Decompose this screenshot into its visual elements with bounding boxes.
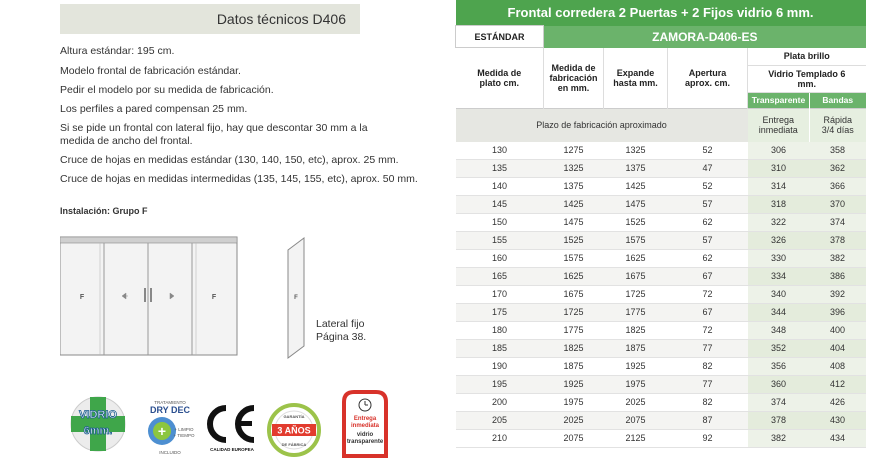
warranty-top: GARANTÍA (283, 414, 305, 419)
warranty-badge-icon (266, 402, 322, 458)
drydec-sub1: + LIMPIO (174, 427, 194, 432)
price-table-panel (455, 0, 881, 460)
section-title: Datos técnicos D406 (216, 11, 346, 27)
glass-logo-bottom: 6mm. (83, 425, 113, 437)
table-cell: 170 (456, 285, 544, 303)
table-cell: 322 (748, 213, 810, 231)
table-cell: 1275 (544, 142, 604, 160)
table-cell: 1475 (604, 195, 668, 213)
table-cell: 408 (810, 357, 866, 375)
spec-line: Los perfiles a pared compensan 25 mm. (60, 103, 248, 115)
table-cell: 2025 (604, 393, 668, 411)
lateral-note (316, 318, 366, 344)
spec-line: medida de ancho del frontal. (60, 135, 193, 147)
table-cell: 1925 (544, 375, 604, 393)
table-cell: 318 (748, 195, 810, 213)
table-row (456, 375, 866, 393)
table-cell: 1575 (604, 231, 668, 249)
table-cell: 1525 (604, 213, 668, 231)
table-cell: 356 (748, 357, 810, 375)
table-cell: 77 (668, 339, 748, 357)
technical-data-panel (0, 0, 440, 460)
table-cell: 57 (668, 231, 748, 249)
table-cell: 330 (748, 249, 810, 267)
col-header-apertura: Apertura aprox. cm. (668, 48, 748, 109)
table-row (456, 159, 866, 177)
table-cell: 1525 (544, 231, 604, 249)
table-cell: 2075 (544, 429, 604, 447)
table-cell: 82 (668, 357, 748, 375)
table-cell: 370 (810, 195, 866, 213)
spec-line: Cruce de hojas en medidas intermedidas (135, 145, 155, etc), aprox. 50 mm. (60, 173, 418, 185)
table-cell: 190 (456, 357, 544, 375)
ce-label: CALIDAD EUROPEA (210, 447, 254, 452)
table-cell: 1675 (604, 267, 668, 285)
table-cell: 2125 (604, 429, 668, 447)
col-header-plato: Medida de plato cm. (456, 48, 544, 109)
table-cell: 205 (456, 411, 544, 429)
table-cell: 210 (456, 429, 544, 447)
col-header-expande: Expande hasta mm. (604, 48, 668, 109)
spec-line: Modelo frontal de fabricación estándar. (60, 65, 241, 77)
table-cell: 404 (810, 339, 866, 357)
table-cell: 434 (810, 429, 866, 447)
col-header-fabricacion: Medida de fabricación en mm. (544, 48, 604, 109)
table-cell: 62 (668, 249, 748, 267)
dry-dec-icon (142, 398, 198, 458)
table-cell: 310 (748, 159, 810, 177)
lead-time-bands: Rápida 3/4 días (810, 108, 866, 142)
table-cell: 344 (748, 303, 810, 321)
table-cell: 92 (668, 429, 748, 447)
glass-header: Vidrio Templado 6 mm. (748, 65, 866, 92)
table-row (456, 231, 866, 249)
table-cell: 52 (668, 142, 748, 160)
warranty-main: 3 AÑOS (277, 425, 311, 436)
table-cell: 1725 (604, 285, 668, 303)
table-cell: 185 (456, 339, 544, 357)
lateral-note-line2: Página 38. (316, 331, 367, 343)
table-cell: 378 (748, 411, 810, 429)
immediate-delivery-icon (336, 388, 394, 458)
drydec-sub2: + TIEMPO (173, 433, 195, 438)
table-cell: 200 (456, 393, 544, 411)
table-cell: 400 (810, 321, 866, 339)
table-cell: 180 (456, 321, 544, 339)
bands-header: Bandas (810, 92, 866, 108)
table-row (456, 142, 866, 160)
model-code: ZAMORA-D406-ES (544, 26, 866, 48)
spec-line: Cruce de hojas en medidas estándar (130, 140, 150, etc), aprox. 25 mm. (60, 154, 399, 166)
table-cell: 374 (810, 213, 866, 231)
table-cell: 145 (456, 195, 544, 213)
table-cell: 1675 (544, 285, 604, 303)
table-cell: 1625 (544, 267, 604, 285)
table-cell: 374 (748, 393, 810, 411)
table-cell: 326 (748, 231, 810, 249)
table-row (456, 429, 866, 447)
table-cell: 1875 (544, 357, 604, 375)
table-cell: 334 (748, 267, 810, 285)
warranty-bottom: DE FÁBRICA (281, 442, 307, 447)
table-row (456, 321, 866, 339)
standard-label: ESTÁNDAR (456, 26, 544, 48)
table-cell: 175 (456, 303, 544, 321)
table-cell: 360 (748, 375, 810, 393)
table-cell: 57 (668, 195, 748, 213)
table-cell: 430 (810, 411, 866, 429)
table-cell: 1775 (544, 321, 604, 339)
table-cell: 1725 (544, 303, 604, 321)
table-row (456, 177, 866, 195)
table-cell: 195 (456, 375, 544, 393)
table-cell: 1875 (604, 339, 668, 357)
table-cell: 1625 (604, 249, 668, 267)
table-cell: 352 (748, 339, 810, 357)
table-cell: 386 (810, 267, 866, 285)
svg-text:+: + (157, 423, 167, 439)
table-cell: 67 (668, 303, 748, 321)
table-cell: 1325 (604, 142, 668, 160)
table-cell: 426 (810, 393, 866, 411)
table-cell: 67 (668, 267, 748, 285)
delivery-1: Entrega (353, 416, 377, 422)
side-panel-drawing (286, 236, 306, 360)
table-cell: 306 (748, 142, 810, 160)
table-cell: 160 (456, 249, 544, 267)
spec-line: Si se pide un frontal con lateral fijo, hay que descontar 30 mm a la (60, 122, 368, 134)
delivery-2: inmediata (350, 423, 380, 429)
finish-header: Plata brillo (748, 48, 866, 66)
table-row (456, 249, 866, 267)
drydec-bottom: INCLUIDO (159, 450, 181, 455)
table-cell: 72 (668, 285, 748, 303)
table-body (456, 142, 866, 448)
spec-line: Pedir el modelo por su medida de fabricación. (60, 84, 274, 96)
table-row (456, 267, 866, 285)
drydec-top: TRATAMIENTO (154, 400, 186, 405)
table-row (456, 303, 866, 321)
table-cell: 1975 (544, 393, 604, 411)
table-cell: 2075 (604, 411, 668, 429)
delivery-3: vidrio (356, 432, 374, 438)
table-cell: 340 (748, 285, 810, 303)
svg-text:F: F (294, 295, 298, 301)
ce-mark-icon (204, 402, 260, 454)
table-title: Frontal corredera 2 Puertas + 2 Fijos vidrio 6 mm. (456, 0, 866, 26)
table-cell: 72 (668, 321, 748, 339)
transparent-header: Transparente (748, 92, 810, 108)
table-cell: 47 (668, 159, 748, 177)
price-table (455, 0, 866, 448)
table-cell: 155 (456, 231, 544, 249)
table-cell: 140 (456, 177, 544, 195)
table-row (456, 339, 866, 357)
installation-group: Instalación: Grupo F (60, 206, 148, 216)
table-cell: 382 (748, 429, 810, 447)
table-cell: 314 (748, 177, 810, 195)
table-cell: 382 (810, 249, 866, 267)
table-cell: 150 (456, 213, 544, 231)
drydec-main: DRY DEC (149, 405, 191, 415)
spec-line: Altura estándar: 195 cm. (60, 45, 175, 57)
table-cell: 82 (668, 393, 748, 411)
table-cell: 1325 (544, 159, 604, 177)
table-row (456, 195, 866, 213)
table-cell: 1825 (544, 339, 604, 357)
glass-logo-top: VIDRIO (79, 409, 117, 421)
table-row (456, 285, 866, 303)
table-row (456, 213, 866, 231)
table-cell: 1925 (604, 357, 668, 375)
table-row (456, 411, 866, 429)
table-cell: 358 (810, 142, 866, 160)
table-cell: 378 (810, 231, 866, 249)
table-cell: 412 (810, 375, 866, 393)
table-cell: 1425 (604, 177, 668, 195)
table-cell: 77 (668, 375, 748, 393)
table-cell: 1775 (604, 303, 668, 321)
front-view-drawing (60, 236, 238, 356)
table-cell: 130 (456, 142, 544, 160)
lateral-note-line1: Lateral fijo (316, 318, 365, 330)
table-cell: 1475 (544, 213, 604, 231)
table-cell: 2025 (544, 411, 604, 429)
table-cell: 396 (810, 303, 866, 321)
table-cell: 1375 (604, 159, 668, 177)
glass-6mm-icon (62, 392, 134, 454)
table-cell: 1575 (544, 249, 604, 267)
table-cell: 87 (668, 411, 748, 429)
lead-time-label: Plazo de fabricación aproximado (456, 108, 748, 142)
table-cell: 1425 (544, 195, 604, 213)
delivery-4: transparente (346, 439, 384, 445)
svg-text:F: F (79, 294, 85, 301)
lead-time-transparent: Entrega inmediata (748, 108, 810, 142)
table-cell: 1375 (544, 177, 604, 195)
section-title-box (60, 4, 360, 34)
table-cell: 392 (810, 285, 866, 303)
table-cell: 366 (810, 177, 866, 195)
table-cell: 135 (456, 159, 544, 177)
table-cell: 62 (668, 213, 748, 231)
svg-text:F: F (211, 294, 217, 301)
table-cell: 165 (456, 267, 544, 285)
table-cell: 362 (810, 159, 866, 177)
table-cell: 1975 (604, 375, 668, 393)
table-row (456, 393, 866, 411)
table-cell: 348 (748, 321, 810, 339)
table-cell: 1825 (604, 321, 668, 339)
table-row (456, 357, 866, 375)
table-cell: 52 (668, 177, 748, 195)
